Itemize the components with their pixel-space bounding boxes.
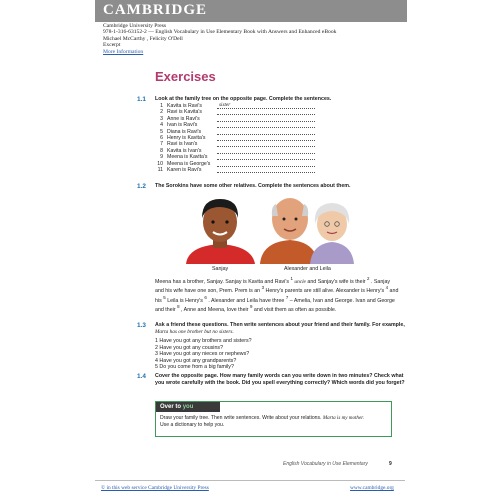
item-text: Diana is Ravi's (167, 128, 202, 135)
exercise-1-3-questions (155, 338, 252, 371)
over-to-you-box (155, 401, 392, 437)
item-text: Ravi is Kavita's (167, 109, 203, 116)
exercise-number: 1.2 (137, 183, 146, 190)
more-information-link[interactable]: More Information (103, 48, 144, 55)
item-text: Meena is Kavita's (167, 154, 208, 161)
item-number: 1 (160, 103, 163, 109)
body-text: Draw your family tree. Then write sentences. Write about your relations. (160, 415, 323, 421)
paragraph-text: and his (155, 288, 399, 304)
question-item: 2 Have you got any cousins? (155, 344, 224, 351)
exercise-instruction (155, 322, 405, 335)
copyright-link[interactable]: © in this web service Cambridge University Press (101, 485, 209, 491)
item-text: Henry is Kavita's (167, 134, 206, 141)
page-number: 9 (389, 461, 392, 467)
item-text: Meena is George's (167, 160, 211, 167)
paragraph-text: Leila is Henry's (167, 297, 205, 304)
figure-caption: Alexander and Leila (284, 266, 331, 272)
item-text: Kavita is Ravi's (167, 103, 203, 109)
item-number: 7 (160, 141, 163, 148)
item-number: 8 (160, 147, 163, 154)
gap-number: 5 (163, 294, 166, 300)
item-number: 3 (160, 115, 163, 122)
instruction-text: Ask a friend these questions. Then write sentences about your friend and their family. For example, (155, 322, 405, 328)
example-sentence: Marta is my mother. (322, 415, 364, 421)
paragraph-text: and visit them as often as possible. (253, 307, 337, 314)
meta-line: Excerpt (103, 42, 121, 49)
item-text: Karen is Ravi's (167, 166, 202, 173)
item-number: 11 (157, 166, 163, 173)
item-number: 10 (157, 160, 163, 167)
item-text: Anne is Ravi's (167, 115, 200, 122)
paragraph-text: . Alexander and Leila have three (208, 297, 286, 304)
footer-divider (95, 480, 405, 481)
paragraph-text: Meena has a brother, Sanjay. Sanjay is Kavita and Ravi's (155, 278, 291, 285)
gap-number: 2 (367, 276, 370, 281)
exercise-instruction: The Sorokins have some other relatives. Complete the sentences about them. (155, 183, 351, 189)
paragraph-text: Henry's parents are still alive. Alexander is Henry's (265, 288, 386, 295)
exercise-instruction: Cover the opposite page. How many family words can you write down in two minutes? Check what you wrote carefully with the book. Did you spell everything correctly? Which words did you forget? (155, 373, 405, 386)
example-sentence: Marta has one brother but no sisters. (155, 328, 234, 335)
gap-number: 9 (249, 304, 253, 310)
item-text: Ivan is Ravi's (167, 122, 198, 129)
example-answer: uncle (294, 278, 306, 285)
exercise-instruction: Look at the family tree on the opposite page. Complete the sentences. (155, 96, 332, 102)
question-item: 3 Have you got any nieces or nephews? (155, 351, 250, 357)
alexander-and-leila-illustration (258, 194, 358, 264)
book-metadata (103, 23, 423, 55)
question-item: 4 Have you got any grandparents? (155, 357, 237, 364)
over-to-you-text (160, 415, 385, 429)
item-number: 4 (160, 122, 163, 129)
paragraph-text: , Anne and Meena, love their (181, 307, 250, 314)
over-to-you-tab (156, 402, 220, 412)
brand-logo: CAMBRIDGE (103, 2, 208, 18)
answer-line[interactable] (217, 172, 315, 173)
tab-label-accent: you (182, 404, 194, 410)
item-number: 9 (160, 154, 163, 161)
gap-number: 3 (261, 285, 265, 291)
item-number: 6 (160, 134, 163, 141)
exercise-1-2-paragraph (155, 276, 400, 314)
meta-line: 978-1-316-63152-2 — English Vocabulary in Use Elementary Book with Answers and Enhanced eBook (103, 29, 337, 36)
gap-number: 4 (385, 285, 389, 291)
cambridge-header-bar (95, 0, 407, 22)
book-title-footer: English Vocabulary in Use Elementary (283, 461, 368, 467)
question-item: 1 Have you got any brothers and sisters? (155, 338, 252, 344)
question-item: 5 Do you come from a big family? (155, 364, 234, 370)
gap-number: 6 (204, 294, 207, 300)
figure-caption: Sanjay (212, 266, 229, 272)
tab-label: Over to (160, 404, 183, 410)
meta-line: Cambridge University Press (103, 23, 167, 29)
gap-number: 8 (177, 304, 180, 310)
exercise-number: 1.3 (137, 322, 146, 329)
item-text: Kavita is Ivan's (167, 147, 202, 154)
body-text: Use a dictionary to help you. (160, 421, 225, 428)
item-number: 5 (160, 128, 163, 135)
meta-line: Michael McCarthy , Felicity O'Dell (103, 35, 183, 42)
gap-number: 7 (285, 294, 289, 300)
item-answer: sister (219, 102, 231, 108)
exercise-number: 1.1 (137, 96, 146, 103)
sanjay-illustration (178, 194, 263, 264)
paragraph-text: . Sanjay and his wife have one son, Prem. Prem is an (155, 278, 391, 295)
item-number: 2 (160, 109, 163, 116)
paragraph-text: – Amelia, Ivan and George. Ivan and George and their (155, 297, 395, 314)
exercise-1-1-list (155, 103, 395, 173)
exercise-number: 1.4 (137, 373, 146, 380)
gap-number: 1 (290, 276, 293, 281)
list-item (155, 167, 395, 173)
paragraph-text: and Sanjay's wife is their (307, 278, 367, 285)
cambridge-website-link[interactable]: www.cambridge.org (350, 485, 394, 491)
item-text: Ravi is Ivan's (167, 141, 198, 148)
page-title: Exercises (155, 69, 216, 84)
